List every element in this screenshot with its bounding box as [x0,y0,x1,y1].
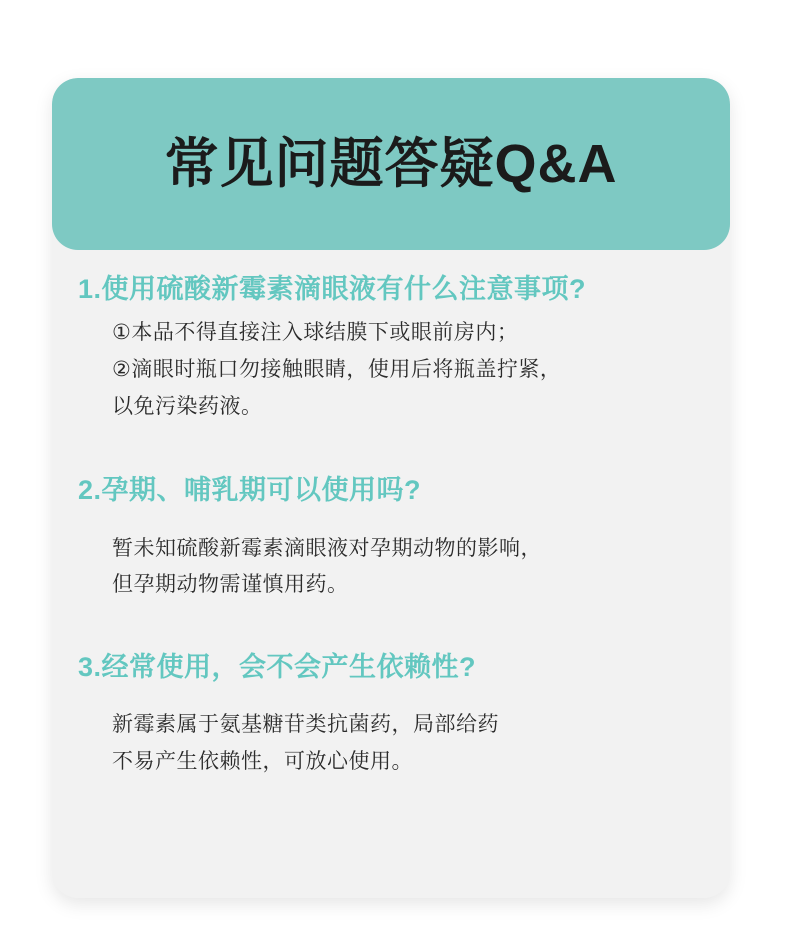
faq-answer-2 [78,531,704,605]
faq-card [52,78,730,898]
page-title: 常见问题答疑Q&A [164,134,618,194]
spacer [78,517,704,531]
faq-card-header [52,78,730,250]
faq-answer-line: ②滴眼时瓶口勿接触眼睛，使用后将瓶盖拧紧， [112,357,562,381]
faq-item-3 [52,648,730,781]
faq-answer-3 [78,707,704,781]
faq-answer-line: 但孕期动物需谨慎用药。 [112,573,349,597]
faq-answer-line: 新霉素属于氨基糖苷类抗菌药，局部给药 [112,713,499,737]
faq-answer-line: 不易产生依赖性，可放心使用。 [112,749,413,773]
faq-item-2 [52,471,730,604]
spacer [52,614,730,648]
faq-question-3: 3.经常使用，会不会产生依赖性? [78,652,477,683]
spacer [52,435,730,471]
faq-answer-line: 暂未知硫酸新霉素滴眼液对孕期动物的影响， [112,536,542,560]
faq-item-1 [52,270,730,425]
spacer [78,693,704,707]
faq-list [52,250,730,791]
faq-question-1: 1.使用硫酸新霉素滴眼液有什么注意事项? [78,274,587,304]
faq-answer-line: ①本品不得直接注入球结膜下或眼前房内； [112,321,519,345]
faq-answer-1 [78,315,704,425]
faq-question-2: 2.孕期、哺乳期可以使用吗? [78,475,422,506]
faq-answer-line: 以免污染药液。 [112,394,263,418]
